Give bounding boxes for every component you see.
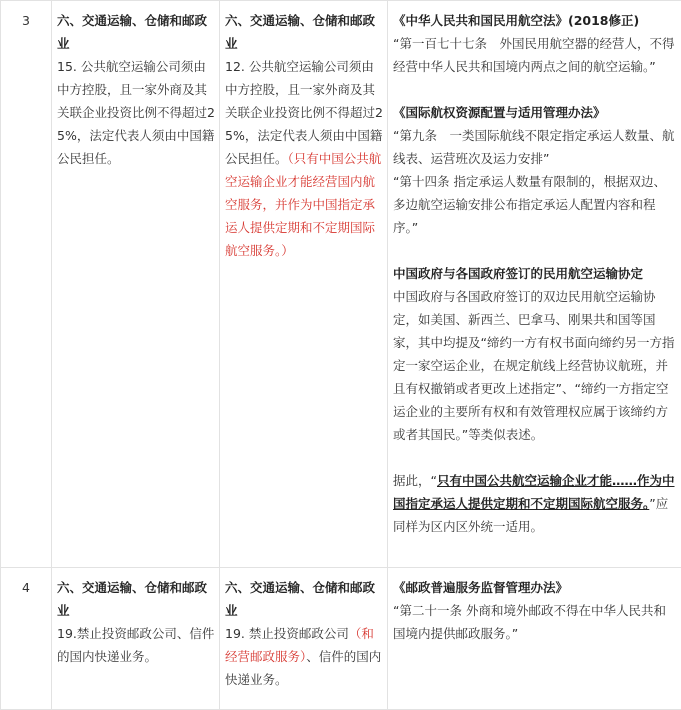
law-quote: “第十四条 指定承运人数量有限制的，根据双边、多边航空运输安排公布指定承运人配置内容和程序。” [393,170,678,239]
law-quote: “第一百七十七条 外国民用航空器的经营人，不得经营中华人民共和国境内两点之间的航空运输。” [393,32,678,78]
new-restriction-cell: 六、交通运输、仓储和邮政业 19. 禁止投资邮政公司（和经营邮政服务）、信件的国内快递业务。 [220,568,388,710]
old-restriction-text: 15. 公共航空运输公司须由中方控股，且一家外商及其关联企业投资比例不得超过25%，法定代表人须由中国籍公民担任。 [57,55,216,170]
law-quote: “第九条 一类国际航线不限定指定承运人数量、航线表、运营班次及运力安排” [393,124,678,170]
legal-basis-cell [388,1,681,568]
row-number: 3 [1,1,52,568]
law-quote: “第二十一条 外商和境外邮政不得在中华人民共和国境内提供邮政服务。” [393,599,678,645]
law-title: 《国际航权资源配置与适用管理办法》 [393,101,678,124]
industry-heading: 六、交通运输、仓储和邮政业 [57,576,216,622]
industry-heading: 六、交通运输、仓储和邮政业 [225,576,384,622]
law-title: 《中华人民共和国民用航空法》(2018修正) [393,9,678,32]
added-restriction-text: （只有中国公共航空运输企业才能经营国内航空服务，并作为中国指定承运人提供定期和不定期国际航空服务。） [225,151,381,258]
old-restriction-cell [52,1,220,568]
new-restriction-text: 12. 公共航空运输公司须由中方控股，且一家外商及其关联企业投资比例不得超过25%，法定代表人须由中国籍公民担任。 [225,59,383,166]
industry-heading: 六、交通运输、仓储和邮政业 [225,9,384,55]
old-restriction-cell [52,568,220,710]
new-restriction-text: 19. 禁止投资邮政公司 [225,626,349,641]
new-restriction-cell [220,1,388,568]
row-number: 4 [1,568,52,710]
table-row [1,1,681,568]
law-title: 《邮政普遍服务监督管理办法》 [393,576,678,599]
added-restriction-text: （和经营邮政服务） [225,626,374,664]
conclusion-emphasis: 只有中国公共航空运输企业才能……作为中国指定承运人提供定期和不定期国际航空服务。 [393,473,675,511]
table-row [1,568,681,710]
conclusion-text: 据此，“只有中国公共航空运输企业才能……作为中国指定承运人提供定期和不定期国际航空服务。”应同样为区内区外统一适用。 [393,469,678,538]
law-quote: 中国政府与各国政府签订的双边民用航空运输协定，如美国、新西兰、巴拿马、刚果共和国等国家，其中均提及“缔约一方有权书面向缔约另一方指定一家空运企业，在规定航线上经营协议航班，并且有权撤销或者更改上述指定”、“缔约一方指定空运企业的主要所有权和有效管理权应属于该缔约方或者其国民。”等类似表述。 [393,285,678,446]
law-title: 中国政府与各国政府签订的民用航空运输协定 [393,262,678,285]
old-restriction-text: 19.禁止投资邮政公司、信件的国内快递业务。 [57,622,216,668]
industry-heading: 六、交通运输、仓储和邮政业 [57,9,216,55]
legal-basis-cell [388,568,681,710]
